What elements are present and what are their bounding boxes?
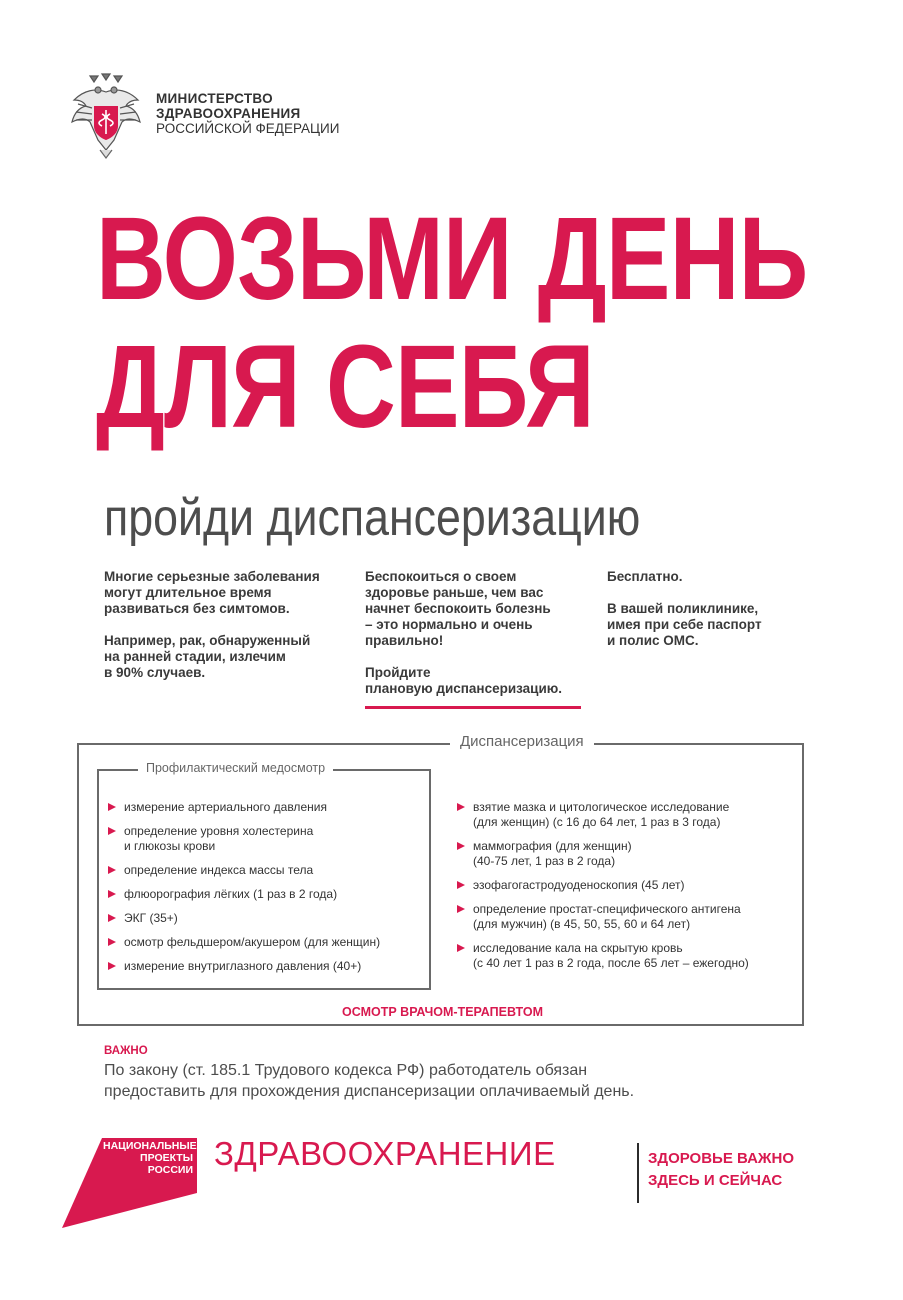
project-name: ЗДРАВООХРАНЕНИЕ: [214, 1135, 556, 1172]
triangle-bullet-icon: [457, 944, 465, 952]
list-item: флюорография лёгких (1 раз в 2 года): [106, 887, 426, 902]
headline-line-2: ДЛЯ СЕБЯ: [96, 321, 594, 453]
important-label: ВАЖНО: [104, 1045, 148, 1057]
extra-exams-list: [455, 800, 800, 980]
law-text: По закону (ст. 185.1 Трудового кодекса РФ) работодатель обязан предоставить для прохождения диспансеризации оплачиваемый день.: [104, 1062, 635, 1100]
eagle-emblem-icon: [66, 70, 146, 160]
triangle-bullet-icon: [457, 842, 465, 850]
list-item: определение индекса массы тела: [106, 863, 426, 878]
column-1-paragraph-2: Например, рак, обнаруженный на ранней стадии, излечим в 90% случаев.: [104, 633, 311, 680]
triangle-bullet-icon: [108, 938, 116, 946]
triangle-bullet-icon: [108, 827, 116, 835]
np-line-2: ПРОЕКТЫ: [140, 1152, 193, 1164]
red-underline: [365, 706, 581, 709]
triangle-bullet-icon: [457, 905, 465, 913]
ministry-line-2: ЗДРАВООХРАНЕНИЯ: [156, 106, 301, 121]
national-projects-text: [103, 1140, 197, 1176]
headline: [96, 193, 808, 453]
info-column-2: [365, 569, 590, 713]
triangle-bullet-icon: [108, 914, 116, 922]
column-2-paragraph-1: Беспокоиться о своем здоровье раньше, чем вас начнет беспокоить болезнь – это нормально и очень правильно!: [365, 569, 551, 648]
info-column-3: [607, 569, 807, 665]
list-item: измерение внутриглазного давления (40+): [106, 959, 426, 974]
column-3-paragraph-2: В вашей поликлинике, имея при себе паспорт и полис ОМС.: [607, 601, 762, 648]
list-item: исследование кала на скрытую кровь (с 40 лет 1 раз в 2 года, после 65 лет – ежегодно): [455, 941, 800, 971]
list-item: измерение артериального давления: [106, 800, 426, 815]
list-item: определение уровня холестерина и глюкозы крови: [106, 824, 426, 854]
triangle-bullet-icon: [457, 881, 465, 889]
therapist-exam-label: ОСМОТР ВРАЧОМ-ТЕРАПЕВТОМ: [330, 1005, 555, 1019]
np-line-1: НАЦИОНАЛЬНЫЕ: [103, 1140, 197, 1152]
triangle-bullet-icon: [108, 803, 116, 811]
checkup-list: [106, 800, 426, 983]
triangle-bullet-icon: [108, 890, 116, 898]
np-line-3: РОССИИ: [147, 1164, 193, 1176]
triangle-bullet-icon: [108, 866, 116, 874]
list-item: ЭКГ (35+): [106, 911, 426, 926]
subtitle: пройди диспансеризацию: [104, 489, 641, 547]
dispensary-title: Диспансеризация: [450, 733, 594, 750]
column-2-paragraph-2: Пройдите плановую диспансеризацию.: [365, 665, 563, 696]
ministry-line-3: РОССИЙСКОЙ ФЕДЕРАЦИИ: [156, 121, 340, 136]
list-item: определение простат-специфического антигена (для мужчин) (в 45, 50, 55, 60 и 64 лет): [455, 902, 800, 932]
triangle-bullet-icon: [457, 803, 465, 811]
headline-line-1: ВОЗЬМИ ДЕНЬ: [96, 193, 808, 325]
info-column-1: [104, 569, 354, 697]
checkup-title: Профилактический медосмотр: [138, 761, 333, 775]
column-1-paragraph-1: Многие серьезные заболевания могут длительное время развиваться без симтомов.: [104, 569, 320, 616]
ministry-name: [156, 91, 339, 136]
list-item: маммография (для женщин) (40-75 лет, 1 раз в 2 года): [455, 839, 800, 869]
ministry-line-1: МИНИСТЕРСТВО: [156, 91, 273, 106]
slogan: ЗДОРОВЬЕ ВАЖНО ЗДЕСЬ И СЕЙЧАС: [648, 1150, 794, 1189]
list-item: осмотр фельдшером/акушером (для женщин): [106, 935, 426, 950]
list-item: эзофагогастродуоденоскопия (45 лет): [455, 878, 800, 893]
list-item: взятие мазка и цитологическое исследование (для женщин) (с 16 до 64 лет, 1 раз в 3 года): [455, 800, 800, 830]
column-3-paragraph-1: Бесплатно.: [607, 569, 683, 584]
divider: [637, 1143, 639, 1203]
triangle-bullet-icon: [108, 962, 116, 970]
